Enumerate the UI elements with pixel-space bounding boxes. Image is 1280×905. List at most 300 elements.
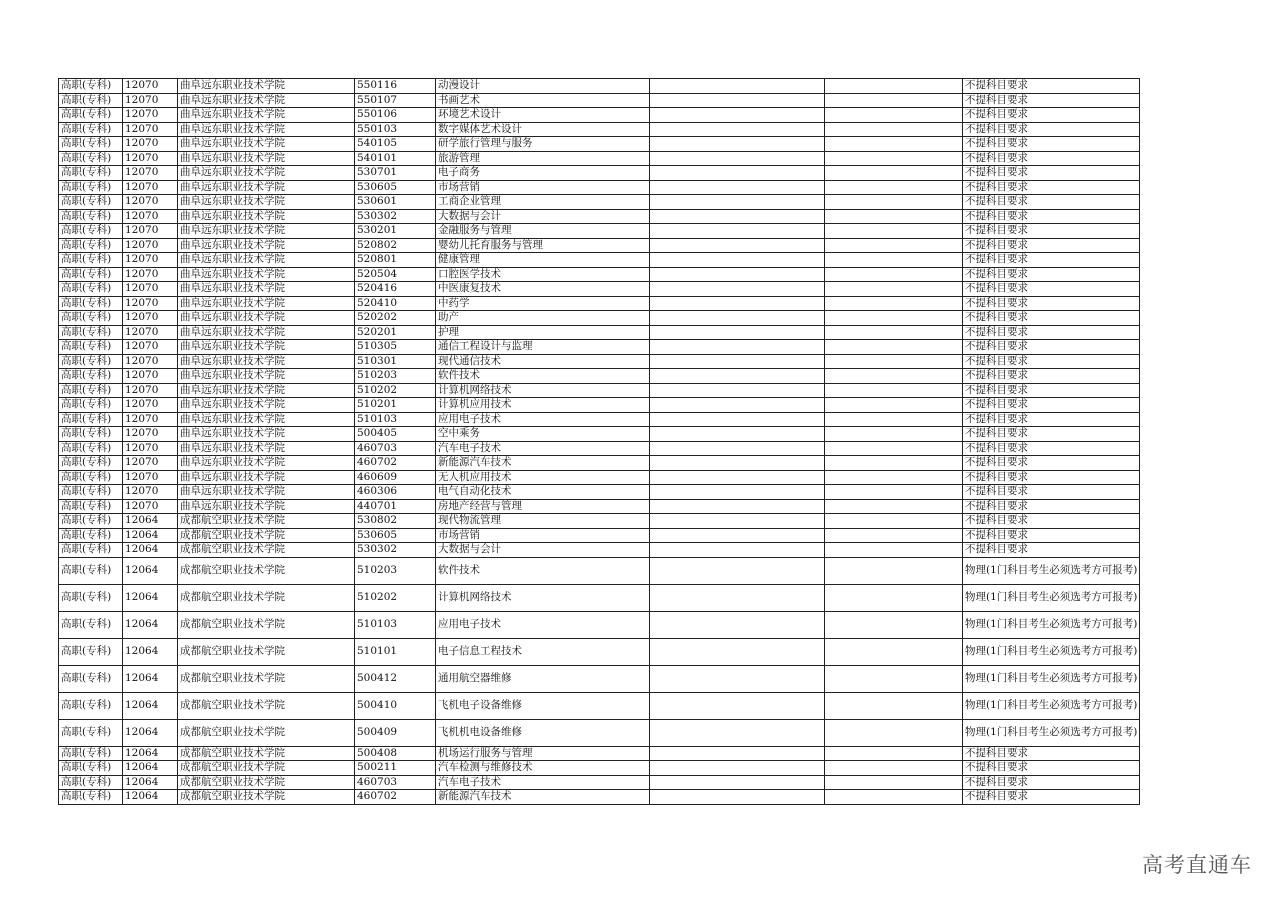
cell-level: 高职(专科) xyxy=(59,611,123,638)
cell-subject-requirement: 不提科目要求 xyxy=(963,456,1140,471)
cell-level: 高职(专科) xyxy=(59,557,123,584)
cell-major-code: 540105 xyxy=(355,137,436,152)
cell-school-code: 12070 xyxy=(123,151,178,166)
cell-level: 高职(专科) xyxy=(59,528,123,543)
cell-major-name: 新能源汽车技术 xyxy=(436,790,650,805)
cell-school-name: 成都航空职业技术学院 xyxy=(178,746,355,761)
cell-subject-requirement: 物理(1门科目考生必须选考方可报考) xyxy=(963,611,1140,638)
cell-level: 高职(专科) xyxy=(59,325,123,340)
cell-blank-1 xyxy=(650,340,825,355)
cell-level: 高职(专科) xyxy=(59,543,123,558)
cell-subject-requirement: 不提科目要求 xyxy=(963,267,1140,282)
cell-major-name: 通信工程设计与监理 xyxy=(436,340,650,355)
cell-school-code: 12064 xyxy=(123,557,178,584)
cell-major-code: 530605 xyxy=(355,528,436,543)
cell-blank-1 xyxy=(650,238,825,253)
cell-blank-2 xyxy=(825,790,963,805)
table-row xyxy=(59,383,1140,398)
cell-school-code: 12070 xyxy=(123,122,178,137)
cell-major-code: 440701 xyxy=(355,499,436,514)
cell-subject-requirement: 不提科目要求 xyxy=(963,325,1140,340)
cell-level: 高职(专科) xyxy=(59,456,123,471)
cell-blank-1 xyxy=(650,761,825,776)
cell-major-code: 510101 xyxy=(355,638,436,665)
table-row xyxy=(59,398,1140,413)
cell-major-code: 550103 xyxy=(355,122,436,137)
cell-blank-2 xyxy=(825,514,963,529)
cell-major-code: 510301 xyxy=(355,354,436,369)
cell-major-code: 460702 xyxy=(355,456,436,471)
cell-school-name: 成都航空职业技术学院 xyxy=(178,638,355,665)
cell-school-name: 曲阜远东职业技术学院 xyxy=(178,296,355,311)
cell-school-code: 12064 xyxy=(123,514,178,529)
cell-blank-1 xyxy=(650,543,825,558)
cell-school-code: 12070 xyxy=(123,369,178,384)
cell-subject-requirement: 物理(1门科目考生必须选考方可报考) xyxy=(963,692,1140,719)
cell-blank-2 xyxy=(825,692,963,719)
cell-subject-requirement: 不提科目要求 xyxy=(963,296,1140,311)
cell-subject-requirement: 不提科目要求 xyxy=(963,412,1140,427)
cell-level: 高职(专科) xyxy=(59,209,123,224)
cell-major-code: 510203 xyxy=(355,369,436,384)
cell-major-code: 520801 xyxy=(355,253,436,268)
table-row xyxy=(59,528,1140,543)
cell-level: 高职(专科) xyxy=(59,195,123,210)
cell-subject-requirement: 不提科目要求 xyxy=(963,253,1140,268)
cell-blank-1 xyxy=(650,441,825,456)
cell-major-code: 500408 xyxy=(355,746,436,761)
table-row xyxy=(59,369,1140,384)
cell-school-code: 12070 xyxy=(123,398,178,413)
cell-blank-1 xyxy=(650,719,825,746)
cell-major-name: 计算机应用技术 xyxy=(436,398,650,413)
table-row xyxy=(59,611,1140,638)
cell-level: 高职(专科) xyxy=(59,638,123,665)
cell-school-name: 曲阜远东职业技术学院 xyxy=(178,412,355,427)
cell-school-code: 12070 xyxy=(123,195,178,210)
cell-blank-2 xyxy=(825,137,963,152)
cell-major-name: 无人机应用技术 xyxy=(436,470,650,485)
cell-major-name: 工商企业管理 xyxy=(436,195,650,210)
cell-level: 高职(专科) xyxy=(59,514,123,529)
cell-school-code: 12070 xyxy=(123,166,178,181)
cell-blank-1 xyxy=(650,775,825,790)
cell-school-name: 曲阜远东职业技术学院 xyxy=(178,470,355,485)
cell-blank-1 xyxy=(650,79,825,94)
table-row xyxy=(59,137,1140,152)
cell-blank-1 xyxy=(650,528,825,543)
cell-level: 高职(专科) xyxy=(59,746,123,761)
cell-subject-requirement: 不提科目要求 xyxy=(963,311,1140,326)
table-row xyxy=(59,790,1140,805)
cell-blank-1 xyxy=(650,253,825,268)
cell-school-code: 12070 xyxy=(123,180,178,195)
cell-blank-1 xyxy=(650,108,825,123)
cell-major-code: 510202 xyxy=(355,383,436,398)
cell-blank-1 xyxy=(650,499,825,514)
cell-blank-2 xyxy=(825,499,963,514)
cell-school-code: 12064 xyxy=(123,692,178,719)
cell-major-name: 健康管理 xyxy=(436,253,650,268)
cell-subject-requirement: 不提科目要求 xyxy=(963,122,1140,137)
cell-school-name: 成都航空职业技术学院 xyxy=(178,611,355,638)
table-row xyxy=(59,441,1140,456)
cell-subject-requirement: 不提科目要求 xyxy=(963,180,1140,195)
table-row xyxy=(59,746,1140,761)
cell-major-code: 530802 xyxy=(355,514,436,529)
table-row xyxy=(59,499,1140,514)
cell-school-name: 曲阜远东职业技术学院 xyxy=(178,456,355,471)
cell-school-name: 曲阜远东职业技术学院 xyxy=(178,151,355,166)
cell-blank-1 xyxy=(650,746,825,761)
table-row xyxy=(59,340,1140,355)
cell-blank-2 xyxy=(825,253,963,268)
cell-subject-requirement: 不提科目要求 xyxy=(963,761,1140,776)
cell-major-code: 460609 xyxy=(355,470,436,485)
cell-blank-2 xyxy=(825,340,963,355)
table-row xyxy=(59,514,1140,529)
cell-blank-1 xyxy=(650,557,825,584)
cell-level: 高职(专科) xyxy=(59,383,123,398)
cell-subject-requirement: 不提科目要求 xyxy=(963,383,1140,398)
cell-major-name: 动漫设计 xyxy=(436,79,650,94)
cell-major-name: 应用电子技术 xyxy=(436,412,650,427)
cell-school-name: 曲阜远东职业技术学院 xyxy=(178,122,355,137)
cell-school-name: 成都航空职业技术学院 xyxy=(178,543,355,558)
cell-major-code: 510103 xyxy=(355,611,436,638)
cell-level: 高职(专科) xyxy=(59,761,123,776)
cell-subject-requirement: 物理(1门科目考生必须选考方可报考) xyxy=(963,584,1140,611)
cell-school-name: 曲阜远东职业技术学院 xyxy=(178,93,355,108)
cell-blank-2 xyxy=(825,238,963,253)
cell-subject-requirement: 不提科目要求 xyxy=(963,470,1140,485)
cell-subject-requirement: 不提科目要求 xyxy=(963,369,1140,384)
cell-major-name: 新能源汽车技术 xyxy=(436,456,650,471)
cell-blank-2 xyxy=(825,282,963,297)
cell-school-name: 曲阜远东职业技术学院 xyxy=(178,79,355,94)
cell-major-code: 500410 xyxy=(355,692,436,719)
cell-school-name: 成都航空职业技术学院 xyxy=(178,584,355,611)
cell-school-name: 曲阜远东职业技术学院 xyxy=(178,282,355,297)
cell-major-name: 大数据与会计 xyxy=(436,209,650,224)
cell-school-name: 曲阜远东职业技术学院 xyxy=(178,137,355,152)
cell-major-name: 软件技术 xyxy=(436,557,650,584)
cell-school-name: 曲阜远东职业技术学院 xyxy=(178,325,355,340)
cell-subject-requirement: 不提科目要求 xyxy=(963,209,1140,224)
cell-subject-requirement: 不提科目要求 xyxy=(963,790,1140,805)
table-row xyxy=(59,122,1140,137)
cell-subject-requirement: 不提科目要求 xyxy=(963,354,1140,369)
cell-subject-requirement: 不提科目要求 xyxy=(963,485,1140,500)
cell-level: 高职(专科) xyxy=(59,412,123,427)
cell-school-name: 曲阜远东职业技术学院 xyxy=(178,340,355,355)
cell-school-code: 12070 xyxy=(123,311,178,326)
cell-school-name: 曲阜远东职业技术学院 xyxy=(178,499,355,514)
cell-school-code: 12070 xyxy=(123,253,178,268)
cell-subject-requirement: 不提科目要求 xyxy=(963,441,1140,456)
table-row xyxy=(59,665,1140,692)
cell-major-code: 520416 xyxy=(355,282,436,297)
cell-blank-2 xyxy=(825,611,963,638)
cell-level: 高职(专科) xyxy=(59,79,123,94)
cell-school-name: 成都航空职业技术学院 xyxy=(178,528,355,543)
cell-blank-2 xyxy=(825,427,963,442)
cell-subject-requirement: 不提科目要求 xyxy=(963,108,1140,123)
cell-major-name: 大数据与会计 xyxy=(436,543,650,558)
cell-subject-requirement: 不提科目要求 xyxy=(963,340,1140,355)
cell-level: 高职(专科) xyxy=(59,485,123,500)
cell-school-name: 曲阜远东职业技术学院 xyxy=(178,354,355,369)
cell-blank-1 xyxy=(650,470,825,485)
table-body xyxy=(59,79,1140,805)
cell-school-code: 12064 xyxy=(123,665,178,692)
cell-level: 高职(专科) xyxy=(59,441,123,456)
cell-school-name: 曲阜远东职业技术学院 xyxy=(178,238,355,253)
cell-major-code: 510305 xyxy=(355,340,436,355)
cell-level: 高职(专科) xyxy=(59,137,123,152)
cell-major-name: 电子商务 xyxy=(436,166,650,181)
cell-school-name: 曲阜远东职业技术学院 xyxy=(178,108,355,123)
cell-subject-requirement: 不提科目要求 xyxy=(963,398,1140,413)
cell-school-name: 曲阜远东职业技术学院 xyxy=(178,195,355,210)
cell-school-code: 12064 xyxy=(123,790,178,805)
cell-level: 高职(专科) xyxy=(59,427,123,442)
cell-blank-2 xyxy=(825,166,963,181)
cell-blank-1 xyxy=(650,151,825,166)
cell-major-name: 中医康复技术 xyxy=(436,282,650,297)
cell-subject-requirement: 不提科目要求 xyxy=(963,746,1140,761)
cell-major-name: 应用电子技术 xyxy=(436,611,650,638)
cell-school-name: 曲阜远东职业技术学院 xyxy=(178,383,355,398)
cell-level: 高职(专科) xyxy=(59,311,123,326)
cell-blank-1 xyxy=(650,354,825,369)
table-row xyxy=(59,543,1140,558)
cell-subject-requirement: 不提科目要求 xyxy=(963,79,1140,94)
cell-school-name: 成都航空职业技术学院 xyxy=(178,514,355,529)
cell-school-code: 12064 xyxy=(123,638,178,665)
cell-level: 高职(专科) xyxy=(59,665,123,692)
cell-major-code: 510202 xyxy=(355,584,436,611)
cell-major-code: 500211 xyxy=(355,761,436,776)
cell-blank-1 xyxy=(650,195,825,210)
table-row xyxy=(59,456,1140,471)
cell-school-code: 12070 xyxy=(123,209,178,224)
cell-major-name: 房地产经营与管理 xyxy=(436,499,650,514)
cell-major-name: 市场营销 xyxy=(436,180,650,195)
cell-major-code: 460703 xyxy=(355,441,436,456)
cell-subject-requirement: 不提科目要求 xyxy=(963,543,1140,558)
cell-level: 高职(专科) xyxy=(59,354,123,369)
cell-blank-2 xyxy=(825,93,963,108)
table-row xyxy=(59,638,1140,665)
cell-subject-requirement: 不提科目要求 xyxy=(963,151,1140,166)
cell-major-name: 金融服务与管理 xyxy=(436,224,650,239)
table-row xyxy=(59,719,1140,746)
cell-school-code: 12070 xyxy=(123,296,178,311)
cell-subject-requirement: 不提科目要求 xyxy=(963,528,1140,543)
cell-major-code: 510103 xyxy=(355,412,436,427)
cell-school-name: 曲阜远东职业技术学院 xyxy=(178,253,355,268)
cell-blank-2 xyxy=(825,470,963,485)
cell-blank-2 xyxy=(825,325,963,340)
admission-table xyxy=(58,78,1140,805)
cell-blank-2 xyxy=(825,311,963,326)
table-row xyxy=(59,761,1140,776)
cell-school-name: 曲阜远东职业技术学院 xyxy=(178,441,355,456)
cell-level: 高职(专科) xyxy=(59,166,123,181)
cell-school-code: 12064 xyxy=(123,543,178,558)
cell-major-code: 500412 xyxy=(355,665,436,692)
cell-major-code: 550116 xyxy=(355,79,436,94)
cell-blank-1 xyxy=(650,224,825,239)
cell-blank-2 xyxy=(825,122,963,137)
cell-major-name: 市场营销 xyxy=(436,528,650,543)
cell-major-code: 520504 xyxy=(355,267,436,282)
cell-major-name: 飞机机电设备维修 xyxy=(436,719,650,746)
cell-subject-requirement: 不提科目要求 xyxy=(963,93,1140,108)
table-row xyxy=(59,412,1140,427)
cell-blank-1 xyxy=(650,383,825,398)
cell-blank-1 xyxy=(650,209,825,224)
cell-major-name: 助产 xyxy=(436,311,650,326)
cell-major-code: 500405 xyxy=(355,427,436,442)
cell-blank-2 xyxy=(825,195,963,210)
cell-major-code: 460703 xyxy=(355,775,436,790)
cell-blank-2 xyxy=(825,719,963,746)
cell-blank-2 xyxy=(825,354,963,369)
cell-school-code: 12070 xyxy=(123,325,178,340)
cell-school-code: 12070 xyxy=(123,137,178,152)
cell-school-code: 12064 xyxy=(123,746,178,761)
cell-school-name: 曲阜远东职业技术学院 xyxy=(178,224,355,239)
cell-major-name: 研学旅行管理与服务 xyxy=(436,137,650,152)
cell-school-code: 12070 xyxy=(123,499,178,514)
cell-level: 高职(专科) xyxy=(59,369,123,384)
cell-school-name: 曲阜远东职业技术学院 xyxy=(178,267,355,282)
cell-major-code: 550106 xyxy=(355,108,436,123)
cell-subject-requirement: 不提科目要求 xyxy=(963,427,1140,442)
cell-blank-1 xyxy=(650,93,825,108)
cell-school-code: 12070 xyxy=(123,485,178,500)
cell-blank-1 xyxy=(650,296,825,311)
cell-blank-2 xyxy=(825,383,963,398)
cell-level: 高职(专科) xyxy=(59,340,123,355)
cell-school-name: 曲阜远东职业技术学院 xyxy=(178,209,355,224)
cell-school-code: 12070 xyxy=(123,108,178,123)
cell-subject-requirement: 物理(1门科目考生必须选考方可报考) xyxy=(963,665,1140,692)
cell-level: 高职(专科) xyxy=(59,719,123,746)
cell-subject-requirement: 不提科目要求 xyxy=(963,499,1140,514)
cell-major-code: 530302 xyxy=(355,543,436,558)
table-row xyxy=(59,470,1140,485)
cell-major-name: 电气自动化技术 xyxy=(436,485,650,500)
cell-school-name: 成都航空职业技术学院 xyxy=(178,790,355,805)
cell-school-name: 曲阜远东职业技术学院 xyxy=(178,369,355,384)
cell-major-code: 530701 xyxy=(355,166,436,181)
cell-school-name: 曲阜远东职业技术学院 xyxy=(178,311,355,326)
cell-school-code: 12064 xyxy=(123,761,178,776)
cell-level: 高职(专科) xyxy=(59,470,123,485)
cell-subject-requirement: 不提科目要求 xyxy=(963,166,1140,181)
table-row xyxy=(59,166,1140,181)
cell-major-name: 汽车电子技术 xyxy=(436,441,650,456)
cell-level: 高职(专科) xyxy=(59,151,123,166)
cell-subject-requirement: 物理(1门科目考生必须选考方可报考) xyxy=(963,719,1140,746)
cell-major-name: 空中乘务 xyxy=(436,427,650,442)
cell-major-code: 530601 xyxy=(355,195,436,210)
cell-major-name: 软件技术 xyxy=(436,369,650,384)
cell-school-name: 成都航空职业技术学院 xyxy=(178,665,355,692)
table-row xyxy=(59,557,1140,584)
cell-blank-2 xyxy=(825,79,963,94)
cell-school-code: 12064 xyxy=(123,528,178,543)
table-row xyxy=(59,427,1140,442)
table-row xyxy=(59,151,1140,166)
cell-blank-1 xyxy=(650,267,825,282)
cell-level: 高职(专科) xyxy=(59,499,123,514)
cell-major-code: 500409 xyxy=(355,719,436,746)
cell-blank-1 xyxy=(650,166,825,181)
cell-subject-requirement: 不提科目要求 xyxy=(963,195,1140,210)
cell-school-code: 12070 xyxy=(123,427,178,442)
table-row xyxy=(59,253,1140,268)
cell-level: 高职(专科) xyxy=(59,224,123,239)
table-row xyxy=(59,325,1140,340)
table-row xyxy=(59,267,1140,282)
table-row xyxy=(59,195,1140,210)
cell-major-name: 通用航空器维修 xyxy=(436,665,650,692)
table-row xyxy=(59,775,1140,790)
cell-blank-1 xyxy=(650,282,825,297)
table-row xyxy=(59,485,1140,500)
cell-blank-1 xyxy=(650,584,825,611)
cell-blank-2 xyxy=(825,775,963,790)
cell-subject-requirement: 不提科目要求 xyxy=(963,238,1140,253)
cell-blank-1 xyxy=(650,180,825,195)
cell-blank-2 xyxy=(825,296,963,311)
cell-level: 高职(专科) xyxy=(59,775,123,790)
cell-subject-requirement: 物理(1门科目考生必须选考方可报考) xyxy=(963,557,1140,584)
cell-blank-1 xyxy=(650,638,825,665)
cell-major-name: 中药学 xyxy=(436,296,650,311)
cell-school-code: 12070 xyxy=(123,456,178,471)
cell-school-code: 12064 xyxy=(123,611,178,638)
cell-school-code: 12070 xyxy=(123,340,178,355)
cell-blank-2 xyxy=(825,151,963,166)
watermark: 高考直通车 xyxy=(1142,853,1252,877)
cell-school-name: 曲阜远东职业技术学院 xyxy=(178,398,355,413)
cell-blank-1 xyxy=(650,325,825,340)
table-row xyxy=(59,354,1140,369)
cell-subject-requirement: 不提科目要求 xyxy=(963,137,1140,152)
cell-blank-1 xyxy=(650,412,825,427)
cell-school-code: 12070 xyxy=(123,383,178,398)
cell-major-code: 550107 xyxy=(355,93,436,108)
cell-major-name: 汽车检测与维修技术 xyxy=(436,761,650,776)
cell-school-name: 曲阜远东职业技术学院 xyxy=(178,427,355,442)
cell-subject-requirement: 物理(1门科目考生必须选考方可报考) xyxy=(963,638,1140,665)
cell-subject-requirement: 不提科目要求 xyxy=(963,775,1140,790)
table-row xyxy=(59,224,1140,239)
cell-level: 高职(专科) xyxy=(59,253,123,268)
cell-major-code: 460702 xyxy=(355,790,436,805)
cell-major-code: 520202 xyxy=(355,311,436,326)
cell-school-code: 12070 xyxy=(123,224,178,239)
cell-level: 高职(专科) xyxy=(59,398,123,413)
table-row xyxy=(59,79,1140,94)
cell-blank-1 xyxy=(650,137,825,152)
cell-school-code: 12064 xyxy=(123,775,178,790)
